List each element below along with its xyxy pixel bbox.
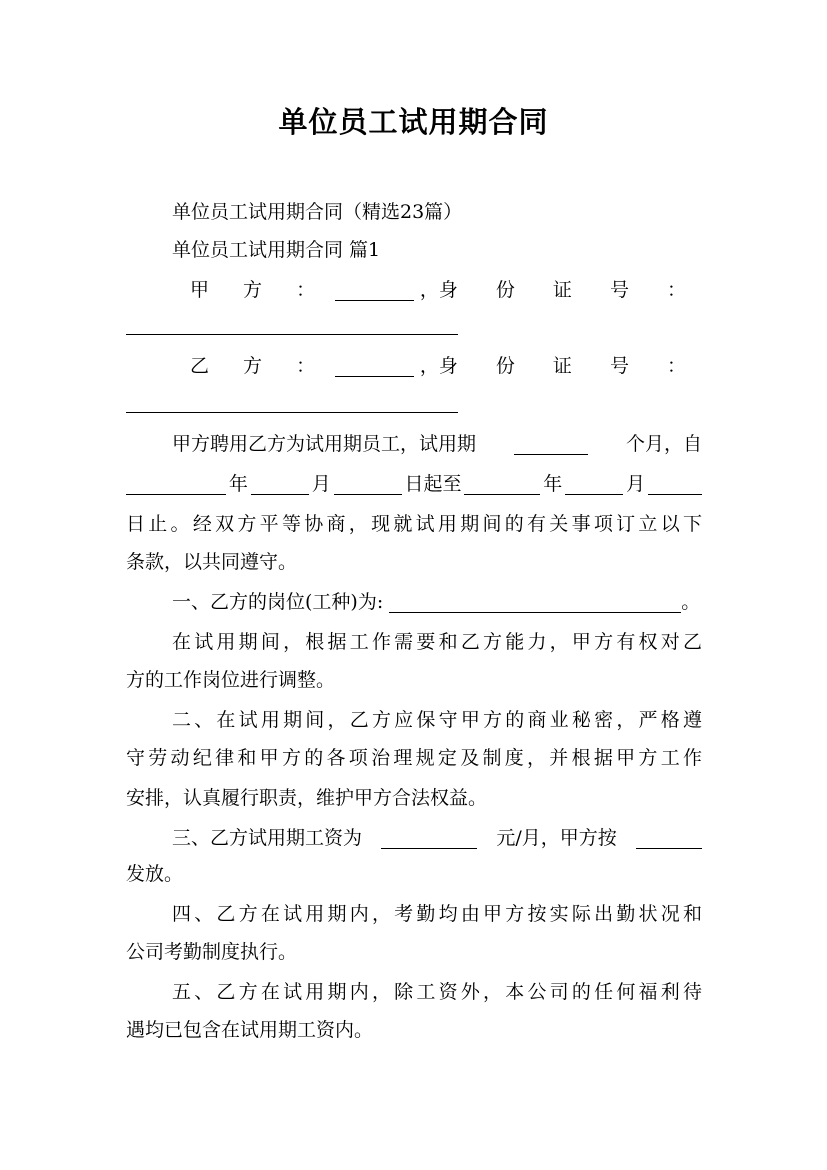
- payment-method-blank: [636, 828, 702, 849]
- party-b-name-blank: [335, 356, 414, 377]
- end-month-label: 月: [626, 473, 646, 495]
- start-year-label: 年: [228, 473, 248, 495]
- party-a-id-blank: [126, 334, 458, 335]
- start-day-blank: [334, 474, 402, 495]
- clause5-line1: 五、乙方在试用期内，除工资外，本公司的任何福利待: [172, 981, 702, 1003]
- start-year-blank: [126, 474, 226, 495]
- clause3-text-b: 元/月，甲方按: [496, 827, 617, 849]
- party-a-comma: ，: [419, 279, 439, 301]
- clause3-line2: 发放。: [126, 863, 184, 885]
- end-month-blank: [565, 474, 623, 495]
- party-a-id-label: 身 份 证 号 ：: [438, 279, 702, 301]
- start-day-label: 日起至: [404, 473, 462, 495]
- p1-line2: [126, 468, 702, 500]
- clause4-line1: 四、乙方在试用期内，考勤均由甲方按实际出勤状况和: [172, 903, 702, 925]
- start-month-label: 月: [311, 473, 331, 495]
- party-b-comma: ，: [419, 355, 439, 377]
- end-day-blank: [648, 474, 702, 495]
- start-month-blank: [251, 474, 309, 495]
- document-subtitle: 单位员工试用期合同（精选23篇）: [172, 201, 463, 223]
- end-year-label: 年: [543, 473, 563, 495]
- clause2-line1: 二、在试用期间，乙方应保守甲方的商业秘密，严格遵: [172, 709, 702, 731]
- p1-line4: 条款，以共同遵守。: [126, 551, 298, 573]
- end-year-blank: [464, 474, 540, 495]
- party-b-id-blank: [126, 412, 458, 413]
- position-blank: [389, 592, 681, 613]
- p1-text-b: 个月，自: [625, 433, 702, 455]
- p1-line3: 日止。经双方平等协商，现就试用期间的有关事项订立以下: [126, 513, 702, 535]
- p2-line2: 方的工作岗位进行调整。: [126, 669, 336, 691]
- clause2-line3: 安排，认真履行职责，维护甲方合法权益。: [126, 787, 488, 809]
- p1-text-a: 甲方聘用乙方为试用期员工，试用期: [172, 433, 477, 455]
- p1-line1: [172, 428, 702, 460]
- clause4-line2: 公司考勤制度执行。: [126, 941, 298, 963]
- clause5-line2: 遇均已包含在试用期工资内。: [126, 1019, 374, 1041]
- clause3-line1: [172, 822, 702, 854]
- clause3-text-a: 三、乙方试用期工资为: [172, 827, 363, 849]
- probation-months-blank: [514, 434, 588, 455]
- party-b-label: 乙 方 ：: [190, 355, 330, 377]
- salary-blank: [381, 828, 477, 849]
- clause1-end: 。: [681, 591, 701, 613]
- party-a-row: [190, 274, 702, 306]
- party-a-label: 甲 方 ：: [190, 279, 330, 301]
- clause1-text: 一、乙方的岗位(工种)为:: [172, 591, 384, 613]
- party-b-id-label: 身 份 证 号 ：: [438, 355, 702, 377]
- p2-line1: 在试用期间，根据工作需要和乙方能力，甲方有权对乙: [172, 631, 702, 653]
- document-title: 单位员工试用期合同: [278, 105, 549, 139]
- clause1-line: [172, 586, 712, 618]
- clause2-line2: 守劳动纪律和甲方的各项治理规定及制度，并根据甲方工作: [126, 747, 702, 769]
- party-a-name-blank: [335, 280, 414, 301]
- section-title: 单位员工试用期合同 篇1: [172, 239, 381, 261]
- party-b-row: [190, 350, 702, 382]
